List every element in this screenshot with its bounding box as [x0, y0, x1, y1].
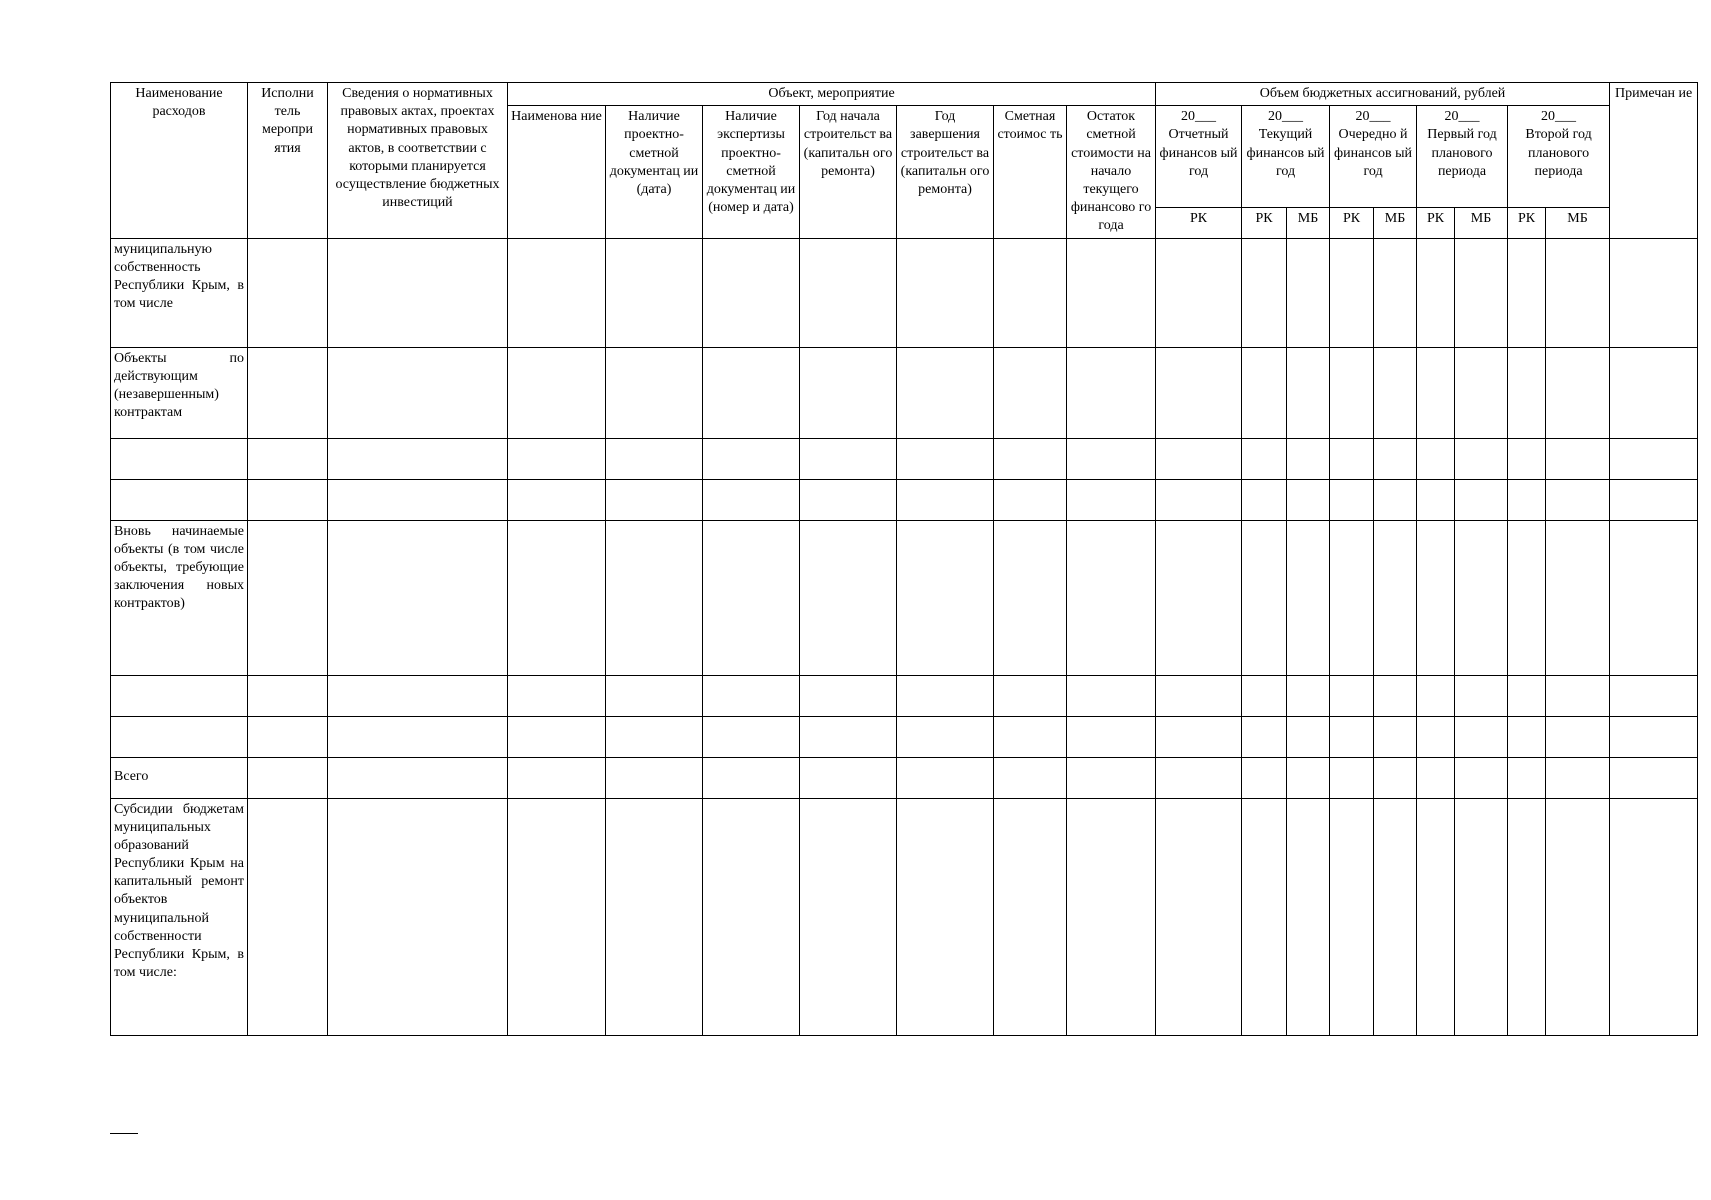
subheader-mb: МБ — [1455, 208, 1508, 238]
year-label: Второй год планового периода — [1525, 127, 1592, 179]
table-cell — [1067, 238, 1156, 347]
table-cell — [1455, 438, 1508, 479]
table-row — [111, 798, 1698, 1035]
table-cell — [1330, 438, 1374, 479]
row-name: Вновь начинаемые объекты (в том числе объекты, требующие заключения новых контрактов) — [111, 520, 248, 675]
table-cell — [1508, 716, 1546, 757]
table-body — [111, 238, 1698, 1035]
table-cell — [800, 716, 897, 757]
table-cell — [1067, 438, 1156, 479]
table-cell — [606, 238, 703, 347]
table-cell — [1242, 479, 1287, 520]
row-name: Субсидии бюджетам муниципальных образований Республики Крым на капитальный ремонт объектов муниципальной собственности Республики Крым, в том числе: — [111, 798, 248, 1035]
table-cell — [508, 479, 606, 520]
table-cell — [1546, 798, 1610, 1035]
table-row — [111, 520, 1698, 675]
table-cell — [1374, 238, 1417, 347]
table-cell — [606, 757, 703, 798]
table-cell — [328, 238, 508, 347]
table-cell — [1287, 798, 1330, 1035]
year-label: Текущий финансов ый год — [1246, 127, 1325, 179]
header-remaining-cost: Остаток сметной стоимости на начало текущего финансово го года — [1067, 106, 1156, 238]
table-row — [111, 347, 1698, 438]
table-cell — [1067, 675, 1156, 716]
header-executor: Исполни тель меропри ятия — [248, 83, 328, 239]
year-placeholder: 20___ — [1541, 109, 1577, 125]
table-cell — [703, 798, 800, 1035]
table-cell — [248, 716, 328, 757]
table-cell — [1546, 479, 1610, 520]
header-object-name: Наименова ние — [508, 106, 606, 238]
table-cell — [1455, 757, 1508, 798]
row-name: Объекты по действующим (незавершенным) контрактам — [111, 347, 248, 438]
row-name — [111, 438, 248, 479]
table-cell — [1610, 520, 1698, 675]
table-cell — [1417, 716, 1455, 757]
table-cell — [1067, 520, 1156, 675]
table-cell — [1455, 798, 1508, 1035]
table-cell — [1417, 757, 1455, 798]
table-row — [111, 716, 1698, 757]
table-cell — [994, 438, 1067, 479]
table-cell — [248, 757, 328, 798]
table-cell — [1508, 798, 1546, 1035]
table-cell — [1455, 716, 1508, 757]
table-cell — [1610, 798, 1698, 1035]
header-expertise: Наличие экспертизы проектно- сметной документац ии (номер и дата) — [703, 106, 800, 238]
table-cell — [800, 238, 897, 347]
table-row — [111, 438, 1698, 479]
table-cell — [1417, 438, 1455, 479]
table-cell — [1242, 347, 1287, 438]
table-cell — [1330, 479, 1374, 520]
subheader-rk: РК — [1417, 208, 1455, 238]
table-cell — [1508, 347, 1546, 438]
table-cell — [703, 716, 800, 757]
year-placeholder: 20___ — [1181, 109, 1217, 125]
table-cell — [1546, 347, 1610, 438]
table-cell — [1374, 757, 1417, 798]
table-cell — [248, 347, 328, 438]
table-cell — [1417, 479, 1455, 520]
table-cell — [1156, 520, 1242, 675]
table-cell — [800, 675, 897, 716]
table-cell — [1455, 520, 1508, 675]
table-cell — [1546, 520, 1610, 675]
table-cell — [1287, 520, 1330, 675]
table-cell — [1242, 238, 1287, 347]
table-cell — [800, 479, 897, 520]
table-cell — [897, 757, 994, 798]
table-cell — [328, 798, 508, 1035]
table-cell — [328, 347, 508, 438]
table-cell — [606, 716, 703, 757]
table-cell — [1330, 757, 1374, 798]
table-cell — [1156, 438, 1242, 479]
table-cell — [1417, 520, 1455, 675]
table-cell — [1610, 716, 1698, 757]
table-cell — [508, 520, 606, 675]
table-cell — [994, 238, 1067, 347]
table-cell — [1546, 238, 1610, 347]
table-cell — [1455, 347, 1508, 438]
row-name — [111, 479, 248, 520]
table-cell — [1417, 238, 1455, 347]
table-cell — [1287, 716, 1330, 757]
table-cell — [994, 675, 1067, 716]
table-cell — [897, 238, 994, 347]
table-cell — [1156, 798, 1242, 1035]
subheader-mb: МБ — [1287, 208, 1330, 238]
table-cell — [1374, 798, 1417, 1035]
table-cell — [994, 520, 1067, 675]
table-cell — [897, 798, 994, 1035]
header-year-plan-1 — [1417, 106, 1508, 208]
table-row — [111, 757, 1698, 798]
table-cell — [328, 716, 508, 757]
table-cell — [248, 798, 328, 1035]
table-cell — [1546, 716, 1610, 757]
table-cell — [1287, 675, 1330, 716]
table-cell — [1330, 675, 1374, 716]
table-cell — [1455, 479, 1508, 520]
table-cell — [508, 757, 606, 798]
table-cell — [1330, 716, 1374, 757]
table-cell — [1067, 347, 1156, 438]
year-label: Очередно й финансов ый год — [1334, 127, 1412, 179]
table-row — [111, 238, 1698, 347]
table-row — [111, 675, 1698, 716]
table-cell — [1508, 238, 1546, 347]
table-cell — [703, 479, 800, 520]
table-cell — [1330, 238, 1374, 347]
table-cell — [1610, 238, 1698, 347]
table-cell — [1610, 675, 1698, 716]
table-cell — [1287, 757, 1330, 798]
table-cell — [1156, 757, 1242, 798]
table-cell — [897, 479, 994, 520]
table-cell — [248, 438, 328, 479]
table-cell — [1330, 520, 1374, 675]
table-cell — [328, 757, 508, 798]
table-cell — [1330, 798, 1374, 1035]
table-cell — [703, 757, 800, 798]
table-cell — [897, 675, 994, 716]
table-cell — [1242, 716, 1287, 757]
table-cell — [328, 479, 508, 520]
table-cell — [800, 438, 897, 479]
table-cell — [703, 347, 800, 438]
table-cell — [1156, 347, 1242, 438]
table-cell — [1374, 675, 1417, 716]
table-cell — [1374, 716, 1417, 757]
table-cell — [1242, 757, 1287, 798]
table-cell — [1067, 798, 1156, 1035]
table-cell — [1242, 675, 1287, 716]
header-object-group: Объект, мероприятие — [508, 83, 1156, 106]
table-cell — [703, 675, 800, 716]
table-cell — [1610, 479, 1698, 520]
table-cell — [1417, 798, 1455, 1035]
subheader-mb: МБ — [1546, 208, 1610, 238]
header-budget-group: Объем бюджетных ассигнований, рублей — [1156, 83, 1610, 106]
table-cell — [994, 757, 1067, 798]
table-cell — [800, 347, 897, 438]
table-cell — [1508, 479, 1546, 520]
row-name: Всего — [111, 757, 248, 798]
table-cell — [1156, 479, 1242, 520]
table-cell — [606, 347, 703, 438]
table-cell — [1546, 757, 1610, 798]
table-cell — [1287, 347, 1330, 438]
table-cell — [1242, 798, 1287, 1035]
row-name — [111, 675, 248, 716]
table-cell — [1455, 238, 1508, 347]
table-cell — [508, 438, 606, 479]
table-cell — [897, 347, 994, 438]
header-year-plan-2 — [1508, 106, 1610, 208]
table-cell — [508, 798, 606, 1035]
header-estimated-cost: Сметная стоимос ть — [994, 106, 1067, 238]
table-cell — [1374, 479, 1417, 520]
header-year-reporting — [1156, 106, 1242, 208]
year-placeholder: 20___ — [1355, 109, 1391, 125]
table-cell — [248, 675, 328, 716]
table-cell — [606, 479, 703, 520]
table-cell — [1374, 520, 1417, 675]
table-cell — [1156, 238, 1242, 347]
header-end-year: Год завершения строительст ва (капитальн ого ремонта) — [897, 106, 994, 238]
year-placeholder: 20___ — [1268, 109, 1304, 125]
header-legal-acts: Сведения о нормативных правовых актах, проектах нормативных правовых актов, в соответствии с которыми планируется осуществление бюджетных инвестиций — [328, 83, 508, 239]
header-note: Примечан ие — [1610, 83, 1698, 239]
table-cell — [1610, 757, 1698, 798]
table-cell — [328, 438, 508, 479]
table-cell — [248, 520, 328, 675]
table-cell — [1508, 438, 1546, 479]
header-expense-name: Наименование расходов — [111, 83, 248, 239]
table-cell — [800, 798, 897, 1035]
table-cell — [994, 347, 1067, 438]
subheader-mb: МБ — [1374, 208, 1417, 238]
table-row — [111, 479, 1698, 520]
table-cell — [1287, 238, 1330, 347]
table-cell — [1067, 479, 1156, 520]
table-cell — [1067, 757, 1156, 798]
table-cell — [1242, 520, 1287, 675]
header-start-year: Год начала строительст ва (капитальн ого ремонта) — [800, 106, 897, 238]
table-cell — [897, 438, 994, 479]
table-cell — [1610, 347, 1698, 438]
table-cell — [703, 438, 800, 479]
table-cell — [606, 798, 703, 1035]
year-label: Первый год планового периода — [1427, 127, 1497, 179]
table-cell — [1156, 675, 1242, 716]
table-cell — [1546, 438, 1610, 479]
table-cell — [1417, 347, 1455, 438]
table-cell — [508, 347, 606, 438]
table-cell — [1508, 757, 1546, 798]
subheader-rk: РК — [1508, 208, 1546, 238]
table-cell — [328, 675, 508, 716]
header-design-docs: Наличие проектно- сметной документац ии (дата) — [606, 106, 703, 238]
table-cell — [1417, 675, 1455, 716]
row-name — [111, 716, 248, 757]
table-cell — [1067, 716, 1156, 757]
budget-investment-table — [110, 82, 1698, 1036]
table-cell — [1610, 438, 1698, 479]
table-cell — [1330, 347, 1374, 438]
table-cell — [1374, 347, 1417, 438]
table-cell — [1287, 438, 1330, 479]
table-cell — [800, 520, 897, 675]
table-cell — [1156, 716, 1242, 757]
table-cell — [703, 520, 800, 675]
row-name: муниципальную собственность Республики Крым, в том числе — [111, 238, 248, 347]
table-cell — [994, 798, 1067, 1035]
year-placeholder: 20___ — [1444, 109, 1480, 125]
table-cell — [328, 520, 508, 675]
subheader-rk: РК — [1156, 208, 1242, 238]
table-cell — [508, 238, 606, 347]
subheader-rk: РК — [1242, 208, 1287, 238]
table-cell — [606, 520, 703, 675]
year-label: Отчетный финансов ый год — [1159, 127, 1238, 179]
table-cell — [606, 438, 703, 479]
header-year-next — [1330, 106, 1417, 208]
table-cell — [248, 479, 328, 520]
subheader-rk: РК — [1330, 208, 1374, 238]
table-cell — [606, 675, 703, 716]
table-cell — [1508, 520, 1546, 675]
table-cell — [1455, 675, 1508, 716]
table-cell — [897, 520, 994, 675]
table-cell — [994, 479, 1067, 520]
table-cell — [1374, 438, 1417, 479]
table-cell — [508, 716, 606, 757]
table-cell — [800, 757, 897, 798]
table-cell — [703, 238, 800, 347]
table-cell — [1508, 675, 1546, 716]
table-cell — [248, 238, 328, 347]
table-cell — [1242, 438, 1287, 479]
table-cell — [508, 675, 606, 716]
table-cell — [994, 716, 1067, 757]
header-year-current — [1242, 106, 1330, 208]
table-cell — [897, 716, 994, 757]
table-cell — [1287, 479, 1330, 520]
table-cell — [1546, 675, 1610, 716]
table-end-mark — [110, 1133, 138, 1134]
